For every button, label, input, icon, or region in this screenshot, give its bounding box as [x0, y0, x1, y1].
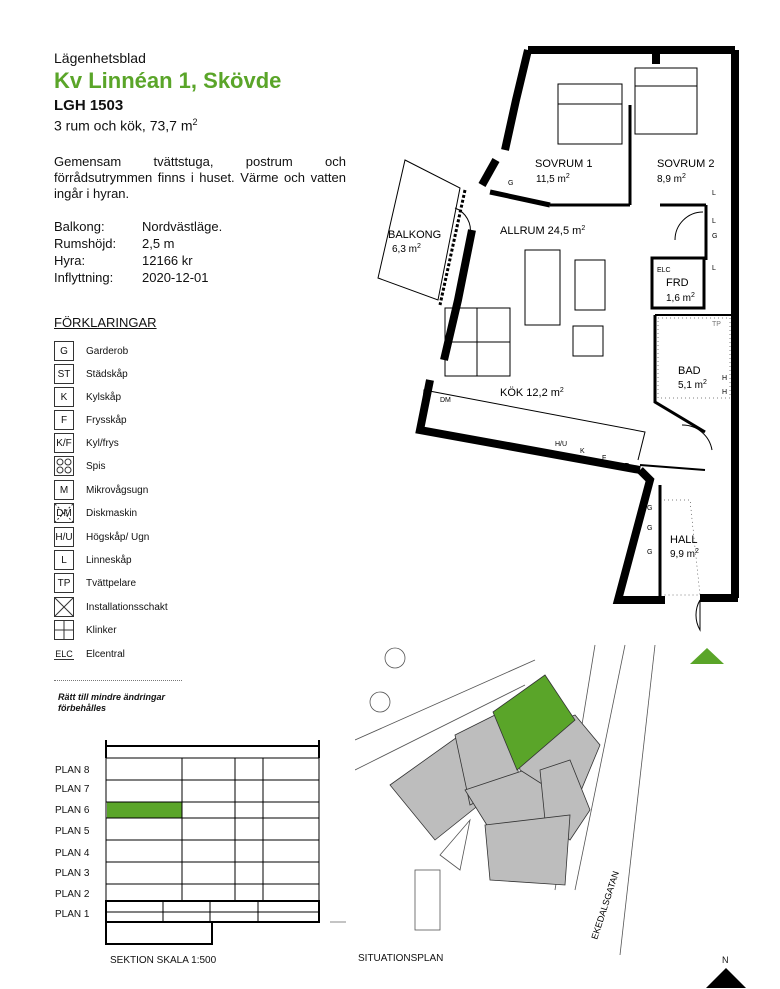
section-diagram [100, 738, 350, 948]
unit-number: LGH 1503 [54, 97, 124, 114]
plan-label: PLAN 7 [55, 784, 90, 795]
room-area: 9,9 $m^2$ [670, 548, 699, 560]
page-title: Kv Linnéan 1, Skövde [54, 68, 282, 93]
plan-label: PLAN 5 [55, 826, 90, 837]
disclaimer: Rätt till mindre ändringar förbehålles [58, 692, 166, 713]
room-label: ALLRUM 24,5 $m^2$ [500, 225, 586, 237]
svg-text:TP: TP [712, 321, 721, 328]
north-arrow-icon [690, 647, 724, 665]
room-area: 11,5 $m^2$ [536, 173, 570, 185]
room-label: SOVRUM 2 [657, 158, 715, 170]
legend-item: H/U Högskåp/ Ugn [54, 527, 149, 547]
legend-heading: FÖRKLARINGAR [54, 315, 157, 330]
plan-label: PLAN 2 [55, 889, 90, 900]
svg-text:G: G [647, 549, 653, 556]
room-area: 6,3 $m^2$ [392, 243, 421, 255]
plan-label: PLAN 3 [55, 868, 90, 879]
svg-text:H: H [722, 389, 728, 396]
legend-item: M Mikrovågsugn [54, 480, 148, 500]
description: Gemensam tvättstuga, postrum och förrådsutrymmen finns i huset. Värme och vatten ingår i hyran. [54, 154, 346, 201]
svg-text:EKEDALSGATAN: EKEDALSGATAN [589, 869, 621, 941]
room-area: 8,9 $m^2$ [657, 173, 686, 185]
svg-text:K: K [580, 448, 585, 455]
highlighted-floor [107, 802, 182, 818]
room-label: FRD [666, 277, 689, 289]
section-caption: SEKTION SKALA 1:500 [110, 955, 217, 966]
document-subtitle: Lägenhetsblad [54, 50, 146, 66]
legend-item: K Kylskåp [54, 387, 121, 407]
room-label: BAD [678, 365, 701, 377]
shaft-icon [54, 597, 74, 617]
north-icon [704, 966, 748, 988]
legend-item: L Linneskåp [54, 550, 132, 570]
svg-text:G: G [508, 180, 514, 187]
svg-text:G: G [647, 505, 653, 512]
fact-row: Balkong: Nordvästläge. [54, 219, 223, 234]
legend-item: ST Städskåp [54, 364, 128, 384]
fact-row: Inflyttning: 2020-12-01 [54, 270, 209, 285]
legend-item: Klinker [54, 620, 117, 640]
legend-item: DM Diskmaskin [54, 503, 137, 523]
svg-text:ST: ST [620, 463, 629, 470]
svg-text:H: H [722, 375, 728, 382]
legend-item: Installationsschakt [54, 597, 168, 617]
room-label: SOVRUM 1 [535, 158, 593, 170]
svg-text:DM: DM [440, 397, 451, 404]
legend-item: K/F Kyl/frys [54, 433, 119, 453]
svg-text:L: L [712, 190, 716, 197]
site-plan [355, 640, 695, 955]
room-label: KÖK 12,2 $m^2$ [500, 387, 564, 399]
legend-item: G Garderob [54, 341, 128, 361]
facts-list [54, 218, 222, 286]
room-area: 1,6 $m^2$ [666, 292, 695, 304]
svg-text:G: G [712, 233, 718, 240]
north-label: N [722, 955, 729, 965]
room-area: 5,1 $m^2$ [678, 379, 707, 391]
plan-label: PLAN 4 [55, 848, 90, 859]
room-label: BALKONG [388, 229, 442, 241]
elc-icon: ELC [55, 648, 73, 659]
floor-plan [360, 40, 760, 640]
plan-label: PLAN 1 [55, 909, 90, 920]
stove-icon [54, 456, 74, 476]
svg-text:L: L [712, 265, 716, 272]
room-label: HALL [670, 534, 698, 546]
legend-item: F Frysskåp [54, 410, 127, 430]
dishwasher-icon: DM [54, 503, 74, 523]
legend-item: ELC Elcentral [55, 648, 125, 660]
site-caption: SITUATIONSPLAN [358, 953, 444, 964]
svg-text:H/U: H/U [555, 441, 568, 448]
svg-text:G: G [647, 525, 653, 532]
svg-text:ELC: ELC [657, 267, 671, 274]
legend-item: Spis [54, 456, 105, 476]
fact-row: Hyra: 12166 kr [54, 253, 193, 268]
divider [54, 680, 182, 681]
unit-size: 3 rum och kök, 73,7 $m^2$ [54, 117, 198, 134]
svg-text:L: L [712, 218, 716, 225]
tile-icon [54, 620, 74, 640]
fact-row: Rumshöjd: 2,5 m [54, 236, 175, 251]
plan-label: PLAN 6 [55, 805, 90, 816]
svg-text:F: F [602, 455, 607, 462]
plan-label: PLAN 8 [55, 765, 90, 776]
legend-item: TP Tvättpelare [54, 573, 136, 593]
